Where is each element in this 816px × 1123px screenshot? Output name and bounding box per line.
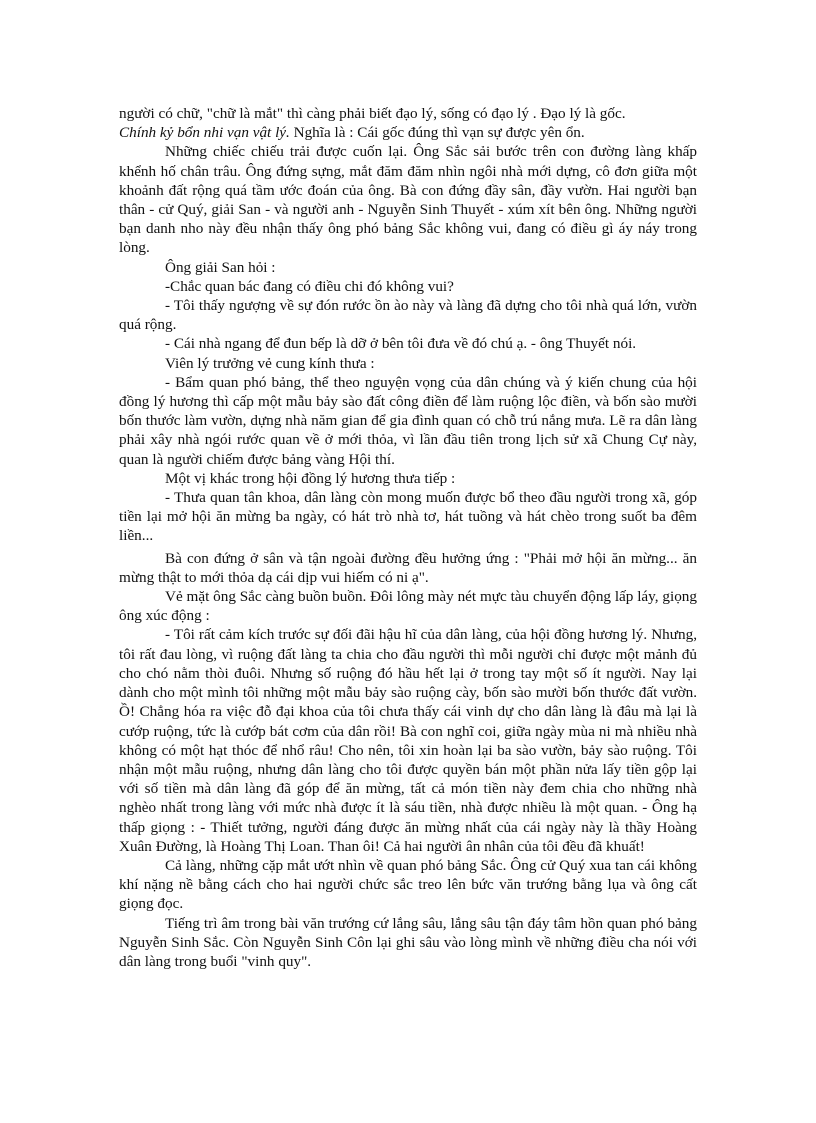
paragraph: Những chiếc chiếu trải được cuốn lại. Ông Sắc sải bước trên con đường làng khấp khểnh hố chân trâu. Ông đứng sựng, mắt đăm đăm nhìn ngôi nhà mới dựng, cô đơn giữa một khoảnh đất rộng quá tầm ước đoán của ông. Bà con đứng đầy sân, đầy vườn. Hai người bạn thân - cử Quý, giải San - và người anh - Nguyễn Sinh Thuyết - xúm xít bên ông. Những người bạn danh nho này đều nhận thấy ông phó bảng Sắc không vui, đang có điều gì áy náy trong lòng. — [119, 143, 697, 257]
dialogue-line: - Cái nhà ngang để đun bếp là dỡ ở bên tôi đưa về đó chú ạ. - ông Thuyết nói. — [165, 335, 637, 353]
paragraph: Bà con đứng ở sân và tận ngoài đường đều hưởng ứng : "Phải mở hội ăn mừng... ăn mừng thật to mới thỏa dạ cái dịp vui hiếm có ni ạ". — [119, 549, 697, 586]
paragraph: Một vị khác trong hội đồng lý hương thưa tiếp : — [165, 469, 456, 487]
paragraph: Ông giải San hỏi : — [165, 258, 276, 276]
quote-explanation: Nghĩa là : Cái gốc đúng thì vạn sự được yên ổn. — [289, 124, 585, 142]
paragraph: Vẻ mặt ông Sắc càng buồn buồn. Đôi lông mày nét mực tàu chuyển động lấp láy, giọng ông xúc động : — [119, 588, 697, 625]
paragraph: Viên lý trưởng vẻ cung kính thưa : — [165, 354, 375, 372]
intro-line: người có chữ, "chữ là mắt" thì càng phải biết đạo lý, sống có đạo lý . Đạo lý là gốc. — [119, 105, 626, 122]
dialogue-line: - Tôi rất cảm kích trước sự đối đãi hậu hĩ của dân làng, của hội đồng hương lý. Nhưng, tôi rất đau lòng, vì ruộng đất làng ta chia cho đầu người thì mỗi người chỉ được một mảnh đủ cho chó nằm thòi đuôi. Nhưng số ruộng đó hầu hết lại ở trong tay một số ít người. Nay lại dành cho một mình tôi những một mẫu bảy sào ruộng cày, bốn sào mười bốn thước đất vườn. Ồ! Chẳng hóa ra việc đỗ đại khoa của tôi chưa thấy cái vinh dự cho dân làng là đâu mà lại là cướp ruộng, tức là cướp bát cơm của dân rồi! Bà con nghĩ coi, giữa ngày mùa ni mà nhiều nhà không có một hạt thóc để nhổ râu! Cho nên, tôi xin hoàn lại ba sào vườn, bảy sào ruộng. Tôi nhận một mẫu ruộng, nhưng dân làng cho tôi được quyền bán một phần nửa lấy tiền gộp lại với số tiền mà dân làng đã góp để ăn mừng, tất cả món tiền này đem chia cho những nhà nghèo nhất trong làng với mức nhà được ít là sáu tiền, nhà được nhiều là một quan. - Ông hạ thấp giọng : - Thiết tưởng, người đáng được ăn mừng nhất của cái ngày này là thầy Hoàng Xuân Đường, là Hoàng Thị Loan. Than ôi! Cả hai người ân nhân của tôi đều đã khuất! — [119, 626, 697, 855]
latin-quote: Chính kỷ bổn nhi vạn vật lý. — [119, 124, 290, 142]
paragraph: Cả làng, những cặp mắt ướt nhìn về quan phó bảng Sắc. Ông cử Quý xua tan cái không khí nặng nề bằng cách cho hai người chức sắc treo lên bức văn trướng bằng lụa và ông cất giọng đọc. — [119, 856, 697, 913]
intro-quote-line — [119, 123, 697, 142]
dialogue-line: -Chắc quan bác đang có điều chi đó không vui? — [165, 277, 454, 295]
paragraph: Tiếng trì âm trong bài văn trướng cứ lắng sâu, lắng sâu tận đáy tâm hồn quan phó bảng Nguyễn Sinh Sắc. Còn Nguyễn Sinh Côn lại ghi sâu vào lòng mình về những điều cha nói với dân làng trong buổi "vinh quy". — [119, 914, 697, 970]
document-page — [119, 104, 697, 971]
dialogue-line: - Tôi thấy ngượng về sự đón rước ồn ào này và làng đã dựng cho tôi nhà quá lớn, vườn quá rộng. — [119, 297, 697, 334]
dialogue-line: - Thưa quan tân khoa, dân làng còn mong muốn được bổ theo đầu người trong xã, góp tiền lại mở hội ăn mừng ba ngày, có hát trò nhà tơ, hát tuồng và hát chèo trong suốt ba đêm liền... — [119, 489, 697, 545]
dialogue-line: - Bẩm quan phó bảng, thể theo nguyện vọng của dân chúng và ý kiến chung của hội đồng lý hương thì cấp một mẫu bảy sào đất công điền để làm ruộng lộc điền, và bốn sào mười bốn thước làm vườn, dựng nhà năm gian để gia đình quan có chỗ trú nắng mưa. Lẽ ra dân làng phải xây nhà ngói rước quan về ở mới thỏa, vì lần đầu tiên trong lịch sử xã Chung Cự này, quan là người chiếm được bảng vàng Hội thí. — [119, 373, 697, 468]
